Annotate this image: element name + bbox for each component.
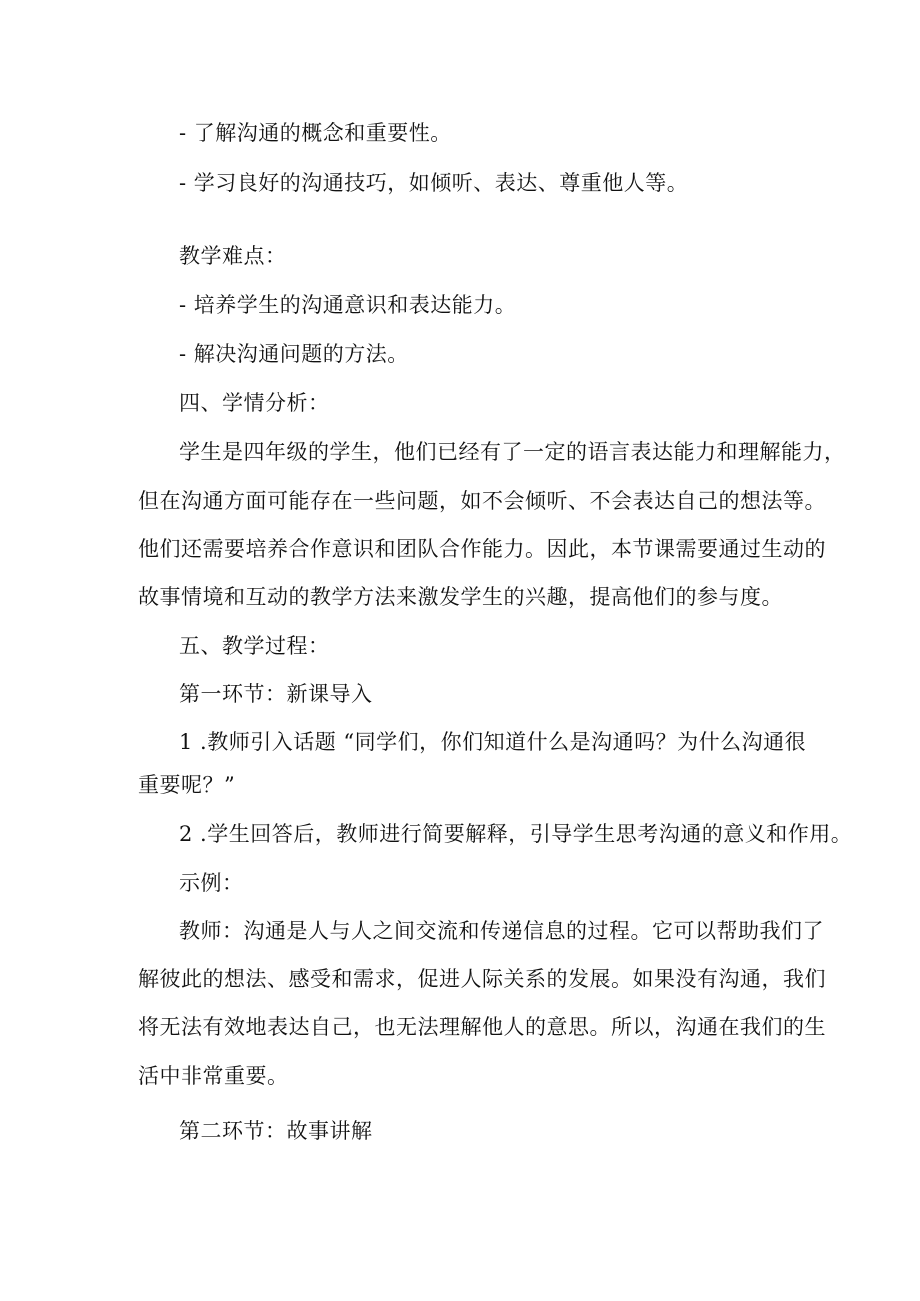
example-line: 活中非常重要。 [138,1064,289,1088]
example-line: 教师：沟通是人与人之间交流和传递信息的过程。它可以帮助我们了 [179,919,824,943]
paragraph-line: 故事情境和互动的教学方法来激发学生的兴趣，提高他们的参与度。 [138,585,783,609]
paragraph-line: 但在沟通方面可能存在一些问题，如不会倾听、不会表达自己的想法等。 [138,489,826,513]
heading-section-one: 第一环节：新课导入 [179,682,373,706]
example-line: 将无法有效地表达自己，也无法理解他人的意思。所以，沟通在我们的生 [138,1015,826,1039]
bullet-cultivate-awareness: - 培养学生的沟通意识和表达能力。 [179,293,517,317]
bullet-understand-concept: - 了解沟通的概念和重要性。 [179,121,452,145]
bullet-learn-skills: - 学习良好的沟通技巧，如倾听、表达、尊重他人等。 [179,171,689,195]
step-one-line: 1 .教师引入话题 “同学们，你们知道什么是沟通吗？为什么沟通很 [179,730,807,754]
heading-teaching-process: 五、教学过程： [179,634,330,658]
heading-teaching-difficulties: 教学难点： [179,244,287,268]
bullet-solve-problems: - 解决沟通问题的方法。 [179,342,409,366]
step-two-line: 2 .学生回答后，教师进行简要解释，引导学生思考沟通的意义和作用。 [179,822,853,846]
example-line: 解彼此的想法、感受和需求，促进人际关系的发展。如果没有沟通，我们 [138,967,826,991]
paragraph-line: 学生是四年级的学生，他们已经有了一定的语言表达能力和理解能力， [179,440,846,464]
paragraph-line: 他们还需要培养合作意识和团队合作能力。因此，本节课需要通过生动的 [138,537,826,561]
heading-section-two: 第二环节：故事讲解 [179,1119,373,1143]
heading-student-analysis: 四、学情分析： [179,391,330,415]
example-label: 示例： [179,871,244,895]
step-one-line: 重要呢？” [138,773,236,797]
